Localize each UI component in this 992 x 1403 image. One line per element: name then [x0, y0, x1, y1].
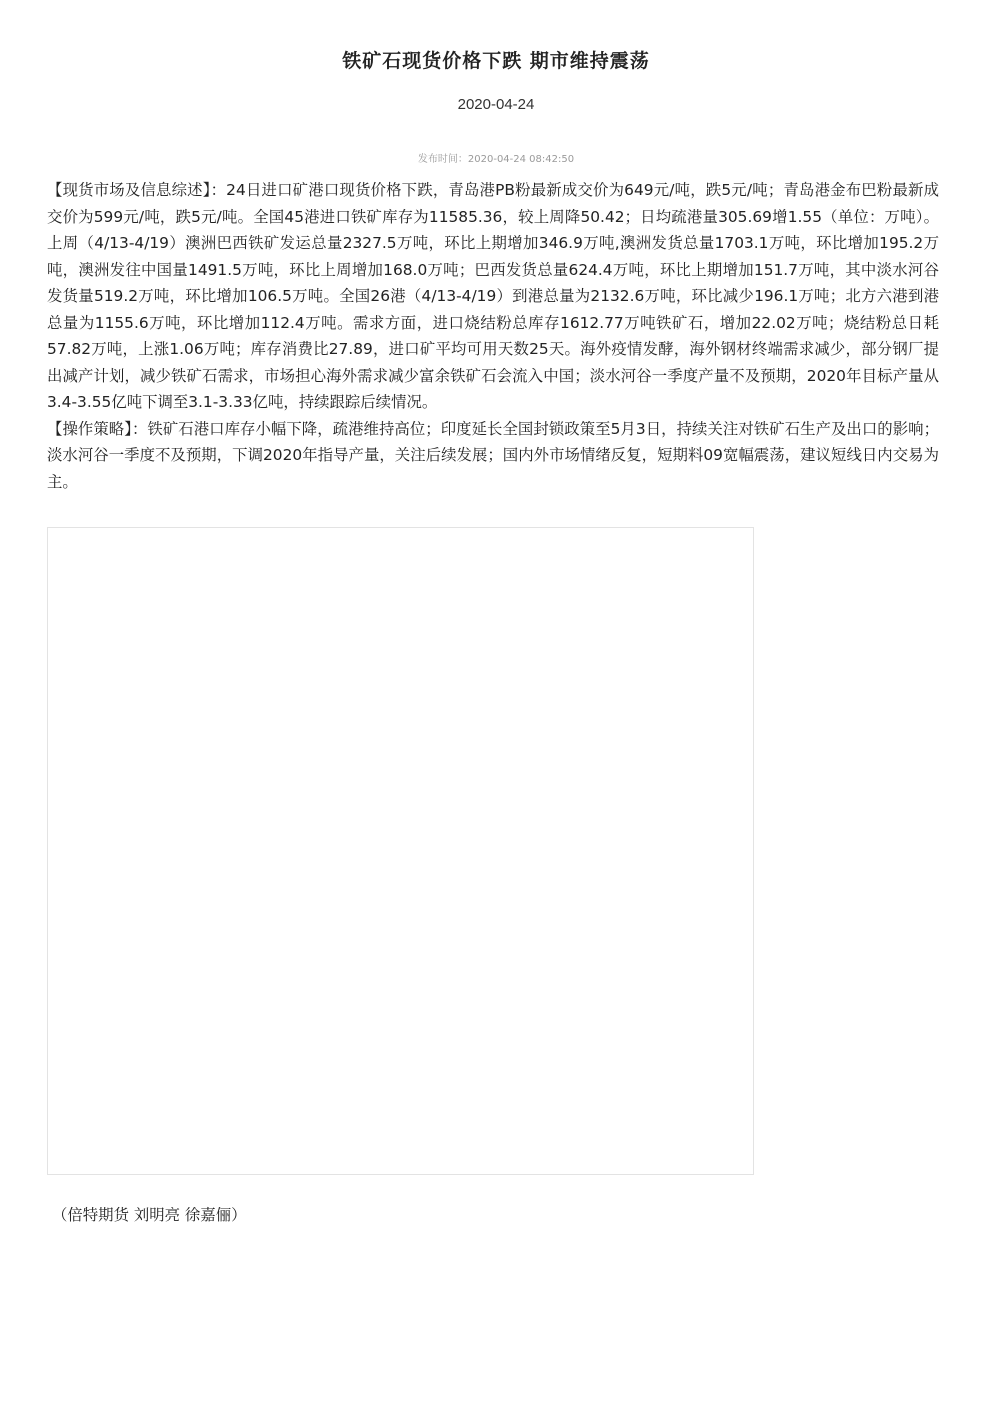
publish-time-value: 2020-04-24 08:42:50: [467, 154, 575, 165]
publish-time-line: [0, 150, 992, 165]
article-date: 2020-04-24: [457, 96, 535, 113]
chart-image-placeholder: [47, 527, 754, 1175]
article-author-footer: （倍特期货 刘明亮 徐嘉俪）: [52, 1206, 247, 1224]
publish-time-label: 发布时间：: [417, 154, 468, 165]
article-body: [47, 177, 939, 495]
market-summary-paragraph: 【现货市场及信息综述】：24日进口矿港口现货价格下跌，青岛港PB粉最新成交价为649元/吨，跌5元/吨；青岛港金布巴粉最新成交价为599元/吨，跌5元/吨。全国45港进口铁矿库存为11585.36，较上周降50.42；日均疏港量305.69增1.55（单位：万吨）。上周（4/13-4/19）澳洲巴西铁矿发运总量2327.5万吨，环比上期增加346.9万吨,澳洲发货总量1703.1万吨，环比增加195.2万吨，澳洲发往中国量1491.5万吨，环比上周增加168.0万吨；巴西发货总量624.4万吨，环比上期增加151.7万吨，其中淡水河谷发货量519.2万吨，环比增加106.5万吨。全国26港（4/13-4/19）到港总量为2132.6万吨，环比减少196.1万吨；北方六港到港总量为1155.6万吨，环比增加112.4万吨。需求方面，进口烧结粉总库存1612.77万吨铁矿石，增加22.02万吨；烧结粉总日耗57.82万吨，上涨1.06万吨；库存消费比27.89，进口矿平均可用天数25天。海外疫情发酵，海外钢材终端需求减少，部分钢厂提出减产计划，减少铁矿石需求，市场担心海外需求减少富余铁矿石会流入中国；淡水河谷一季度产量不及预期，2020年目标产量从3.4-3.55亿吨下调至3.1-3.33亿吨，持续跟踪后续情况。: [47, 181, 939, 411]
strategy-paragraph: 【操作策略】：铁矿石港口库存小幅下降，疏港维持高位；印度延长全国封锁政策至5月3日，持续关注对铁矿石生产及出口的影响；淡水河谷一季度不及预期，下调2020年指导产量，关注后续发展；国内外市场情绪反复，短期料09宽幅震荡，建议短线日内交易为主。: [47, 419, 939, 491]
article-title: 铁矿石现货价格下跌 期市维持震荡: [342, 50, 650, 72]
